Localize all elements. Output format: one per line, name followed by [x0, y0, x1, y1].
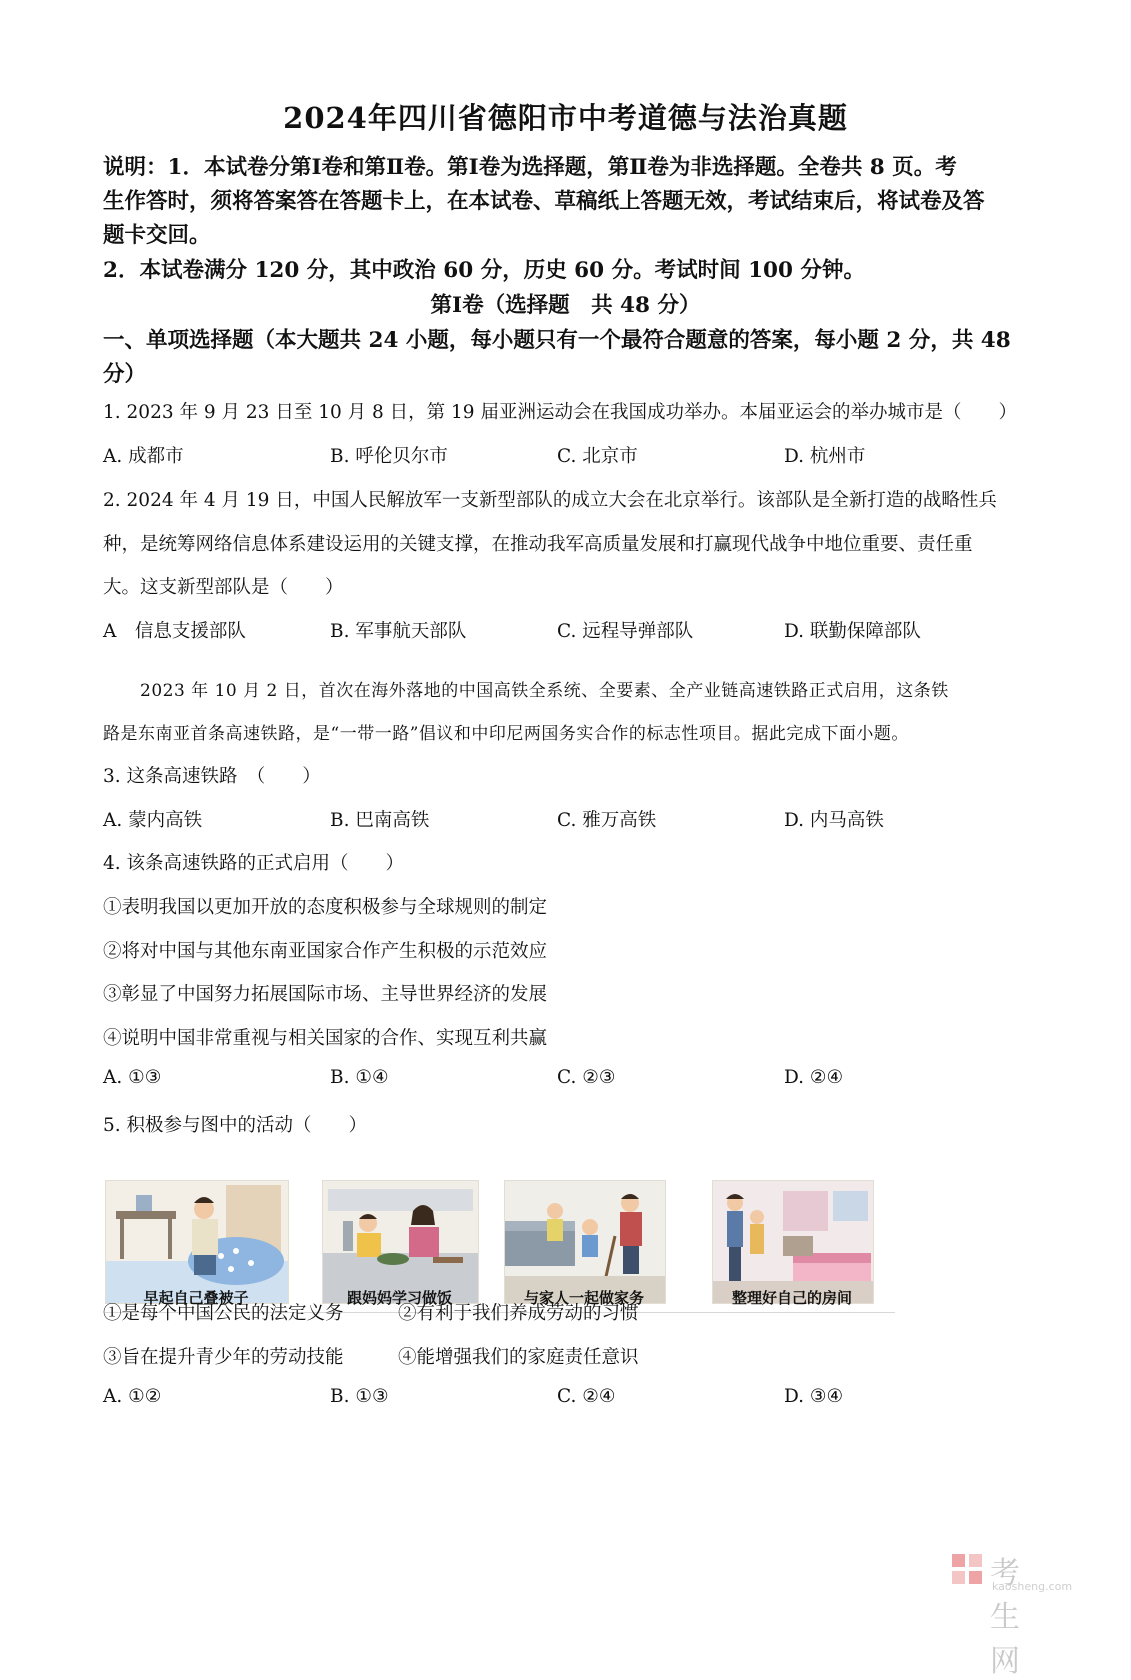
question-5-item-2: ②有利于我们养成劳动的习惯	[398, 1303, 639, 1324]
illustration-tidy-room	[712, 1180, 874, 1304]
watermark-text: 考生网	[990, 1556, 1020, 1679]
question-5-option-c: C. ②④	[557, 1386, 616, 1407]
question-1-option-a: A. 成都市	[103, 446, 184, 467]
caption-housework: 与家人一起做家务	[523, 1289, 644, 1307]
question-4-option-c: C. ②③	[557, 1067, 616, 1088]
question-2-option-a: A 信息支援部队	[103, 621, 246, 642]
question-1-stem: 1. 2023 年 9 月 23 日至 10 月 8 日，第 19 届亚洲运动会在我国成功举办。本届亚运会的举办城市是（ ）	[103, 402, 1017, 423]
question-5-option-d: D. ③④	[784, 1386, 844, 1407]
section1-heading-cont: 分）	[103, 362, 147, 387]
caption-tidy-room: 整理好自己的房间	[731, 1289, 852, 1307]
question-5-stem: 5. 积极参与图中的活动（ ）	[103, 1115, 368, 1136]
question-2-option-d: D. 联勤保障部队	[784, 621, 921, 642]
question-4-item-4: ④说明中国非常重视与相关国家的合作、实现互利共赢	[103, 1028, 548, 1049]
question-5-item-4: ④能增强我们的家庭责任意识	[398, 1347, 639, 1368]
question-2-option-c: C. 远程导弹部队	[557, 621, 694, 642]
illustration-cooking	[322, 1180, 479, 1304]
watermark-logo-icon	[950, 1552, 984, 1586]
question-2-stem-line-3: 大。这支新型部队是（ ）	[103, 577, 344, 598]
question-5-option-a: A. ①②	[103, 1386, 162, 1407]
section1-heading: 一、单项选择题（本大题共 24 小题，每小题只有一个最符合题意的答案，每小题 2 分，共 48	[103, 328, 1011, 353]
question-1-option-b: B. 呼伦贝尔市	[330, 446, 448, 467]
question-3-option-c: C. 雅万高铁	[557, 810, 657, 831]
question-5-item-1: ①是每个中国公民的法定义务	[103, 1303, 344, 1324]
instructions-line-1: 说明：1．本试卷分第Ⅰ卷和第Ⅱ卷。第Ⅰ卷为选择题，第Ⅱ卷为非选择题。全卷共 8 页。考	[103, 155, 957, 180]
question-4-option-d: D. ②④	[784, 1067, 844, 1088]
question-2-stem-line-2: 种，是统筹网络信息体系建设运用的关键支撑，在推动我军高质量发展和打赢现代战争中地位重要、责任重	[103, 534, 973, 555]
page-title: 2024年四川省德阳市中考道德与法治真题	[283, 101, 848, 135]
question-4-item-3: ③彰显了中国努力拓展国际市场、主导世界经济的发展	[103, 984, 548, 1005]
question-5-option-b: B. ①③	[330, 1386, 389, 1407]
question-1-option-c: C. 北京市	[557, 446, 638, 467]
illustration-folding-quilt	[105, 1180, 289, 1304]
question-5-item-3: ③旨在提升青少年的劳动技能	[103, 1347, 344, 1368]
question-3-stem: 3. 这条高速铁路 （ ）	[103, 766, 321, 787]
instructions-line-3: 题卡交回。	[103, 223, 211, 248]
question-1-option-d: D. 杭州市	[784, 446, 866, 467]
question-3-option-d: D. 内马高铁	[784, 810, 884, 831]
watermark-url: kaosheng.com	[992, 1580, 1073, 1593]
question-4-option-a: A. ①③	[103, 1067, 162, 1088]
question-4-option-b: B. ①④	[330, 1067, 389, 1088]
question-2-option-b: B. 军事航天部队	[330, 621, 467, 642]
question-3-option-b: B. 巴南高铁	[330, 810, 430, 831]
question-4-item-1: ①表明我国以更加开放的态度积极参与全球规则的制定	[103, 897, 548, 918]
question-4-item-2: ②将对中国与其他东南亚国家合作产生积极的示范效应	[103, 941, 548, 962]
instructions-line-2: 生作答时，须将答案答在答题卡上，在本试卷、草稿纸上答题无效，考试结束后，将试卷及答	[103, 189, 985, 214]
question-4-stem: 4. 该条高速铁路的正式启用（ ）	[103, 853, 405, 874]
instructions-line-4: 2．本试卷满分 120 分，其中政治 60 分，历史 60 分。考试时间 100 分钟。	[103, 258, 865, 283]
passage-line-2: 路是东南亚首条高速铁路，是“一带一路”倡议和中印尼两国务实合作的标志性项目。据此完成下面小题。	[103, 724, 909, 744]
caption-cooking: 跟妈妈学习做饭	[346, 1289, 452, 1307]
caption-folding-quilt: 早起自己叠被子	[143, 1289, 249, 1307]
question-2-stem-line-1: 2. 2024 年 4 月 19 日，中国人民解放军一支新型部队的成立大会在北京举行。该部队是全新打造的战略性兵	[103, 490, 997, 511]
illustration-housework	[504, 1180, 666, 1304]
question-3-option-a: A. 蒙内高铁	[103, 810, 203, 831]
passage-line-1: 2023 年 10 月 2 日，首次在海外落地的中国高铁全系统、全要素、全产业链高速铁路正式启用，这条铁	[140, 681, 949, 701]
part1-heading: 第Ⅰ卷（选择题 共 48 分）	[430, 293, 701, 318]
